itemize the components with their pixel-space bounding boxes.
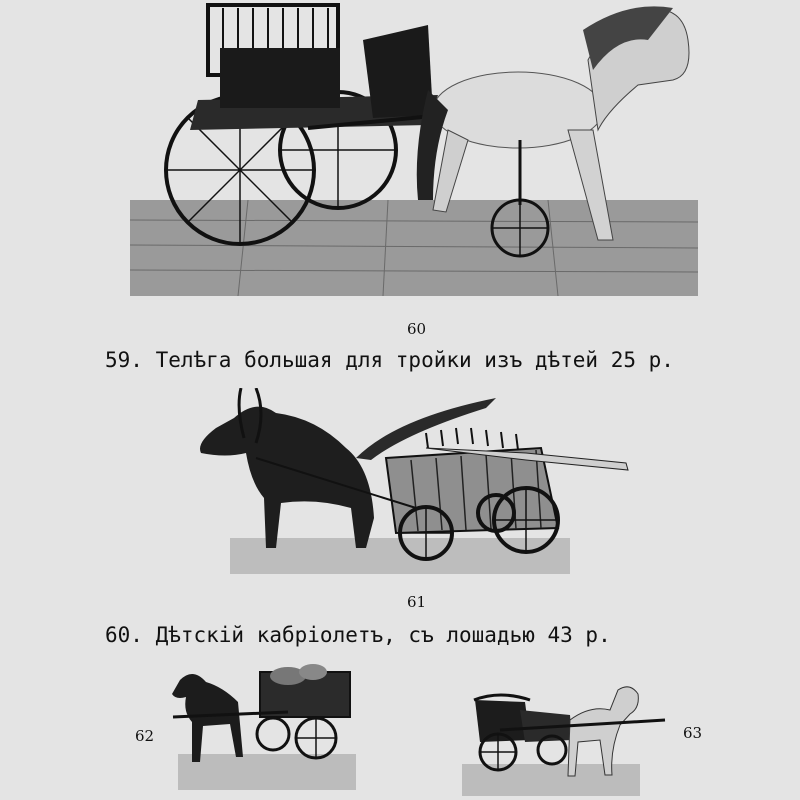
figure-number-62: 62 bbox=[135, 727, 155, 745]
figure-number-63: 63 bbox=[683, 724, 703, 742]
catalog-entry-59: 59. Телѣга большая для тройки изъ дѣтей 25 р. bbox=[105, 348, 674, 372]
figure-number-61: 61 bbox=[407, 593, 427, 611]
illustration-cabriolet-with-horse bbox=[128, 0, 700, 300]
figure-number-60: 60 bbox=[407, 320, 427, 338]
illustration-toy-cart-62 bbox=[168, 662, 358, 794]
catalog-entry-60: 60. Дѣтскій кабріолетъ, съ лошадью 43 р. bbox=[105, 623, 611, 647]
illustration-cart-with-horse bbox=[196, 388, 636, 578]
illustration-toy-carriage-63 bbox=[460, 680, 670, 798]
